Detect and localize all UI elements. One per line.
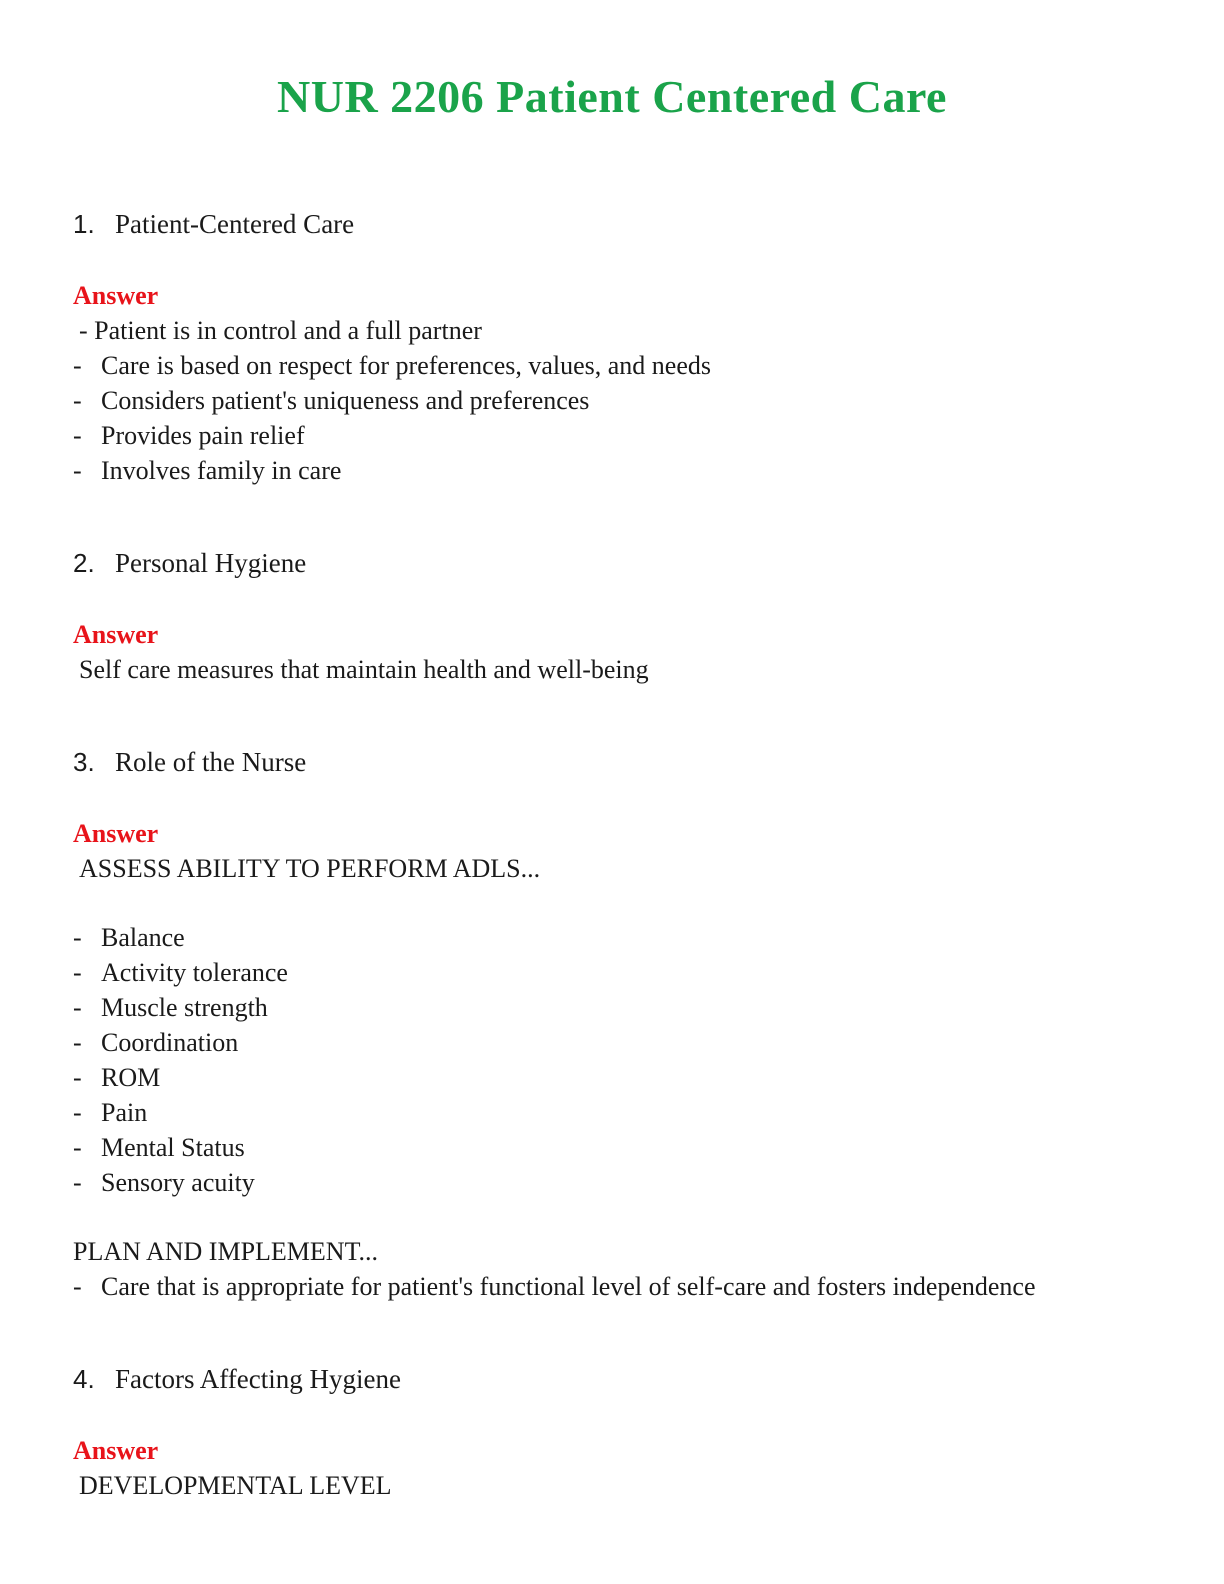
page-title: NUR 2206 Patient Centered Care	[277, 71, 947, 122]
bullet-dash: -	[73, 993, 82, 1022]
answer-label: Answer	[73, 1436, 159, 1465]
question-number: 4.	[73, 1364, 95, 1394]
question-block-2	[73, 548, 1151, 687]
answer-bullet	[73, 990, 1151, 1025]
bullet-text: Activity tolerance	[101, 958, 288, 987]
answer-bullet	[73, 1060, 1151, 1095]
bullet-dash: -	[73, 1272, 82, 1301]
question-number: 3.	[73, 747, 95, 777]
answer-bullet-list	[73, 1269, 1151, 1304]
bullet-text: Balance	[101, 923, 185, 952]
answer-intro: ASSESS ABILITY TO PERFORM ADLS...	[79, 854, 541, 883]
bullet-text: Pain	[101, 1098, 148, 1127]
answer-bullet	[73, 383, 1151, 418]
answer-bullet	[73, 453, 1151, 488]
answer-bullet	[73, 1269, 1151, 1304]
answer-label: Answer	[73, 819, 159, 848]
question-heading	[73, 1364, 1151, 1395]
answer-label: Answer	[73, 281, 159, 310]
question-title: Role of the Nurse	[115, 747, 307, 777]
bullet-dash: -	[73, 351, 82, 380]
bullet-text: Considers patient's uniqueness and preferences	[101, 386, 590, 415]
answer-intro: Self care measures that maintain health and well-being	[79, 655, 649, 684]
question-title: Personal Hygiene	[115, 548, 307, 578]
answer-bullet	[73, 955, 1151, 990]
answer-bullet	[73, 1165, 1151, 1200]
bullet-dash: -	[73, 1168, 82, 1197]
question-number: 1.	[73, 209, 95, 239]
answer-label: Answer	[73, 620, 159, 649]
question-number: 2.	[73, 548, 95, 578]
bullet-text: Involves family in care	[101, 456, 342, 485]
answer-subheading: PLAN AND IMPLEMENT...	[73, 1237, 379, 1266]
bullet-dash: -	[73, 386, 82, 415]
bullet-text: Coordination	[101, 1028, 239, 1057]
question-heading	[73, 747, 1151, 778]
bullet-text: Sensory acuity	[101, 1168, 255, 1197]
bullet-dash: -	[73, 958, 82, 987]
question-title: Factors Affecting Hygiene	[115, 1364, 401, 1394]
answer-intro: DEVELOPMENTAL LEVEL	[79, 1471, 392, 1500]
bullet-text: ROM	[101, 1063, 161, 1092]
answer-bullet-list	[73, 920, 1151, 1200]
question-heading	[73, 548, 1151, 579]
bullet-dash: -	[73, 1028, 82, 1057]
answer-bullet	[73, 1130, 1151, 1165]
bullet-dash: -	[73, 456, 82, 485]
bullet-dash: -	[73, 1133, 82, 1162]
question-block-3	[73, 747, 1151, 1304]
question-block-4	[73, 1364, 1151, 1503]
answer-bullet	[73, 348, 1151, 383]
bullet-dash: -	[73, 1098, 82, 1127]
bullet-text: Care is based on respect for preferences, values, and needs	[101, 351, 712, 380]
question-title: Patient-Centered Care	[115, 209, 355, 239]
answer-intro: - Patient is in control and a full partner	[79, 316, 482, 345]
answer-bullet-list	[73, 348, 1151, 488]
bullet-text: Care that is appropriate for patient's functional level of self-care and fosters independence	[101, 1272, 1036, 1301]
answer-bullet	[73, 1095, 1151, 1130]
answer-bullet	[73, 418, 1151, 453]
answer-bullet	[73, 1025, 1151, 1060]
question-heading	[73, 209, 1151, 240]
bullet-dash: -	[73, 1063, 82, 1092]
answer-bullet	[73, 920, 1151, 955]
bullet-dash: -	[73, 421, 82, 450]
bullet-dash: -	[73, 923, 82, 952]
bullet-text: Mental Status	[101, 1133, 245, 1162]
bullet-text: Provides pain relief	[101, 421, 305, 450]
bullet-text: Muscle strength	[101, 993, 268, 1022]
question-block-1	[73, 209, 1151, 488]
